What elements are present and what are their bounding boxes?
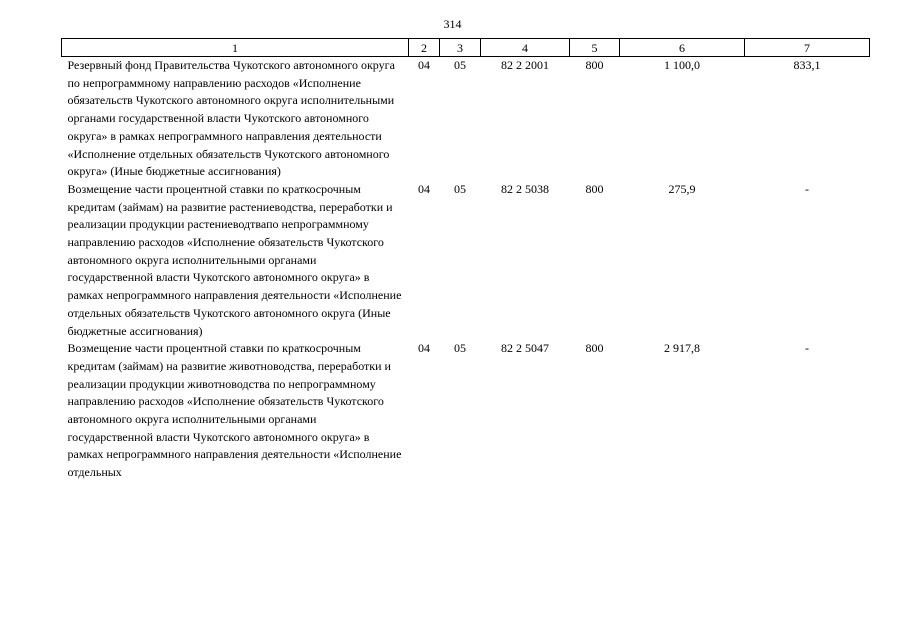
row-expense-type: 800 bbox=[585, 341, 604, 356]
row-amount-col6: 1 100,0 bbox=[664, 58, 700, 72]
row-target-article: 82 2 5038 bbox=[501, 181, 549, 196]
row-target-article: 82 2 2001 bbox=[501, 58, 549, 72]
column-header-7: 7 bbox=[745, 39, 870, 57]
column-number-header-row bbox=[62, 39, 870, 57]
row-section-code: 04 bbox=[418, 58, 430, 72]
row-description: Возмещение части процентной ставки по краткосрочным кредитам (займам) на развитие растениеводства, переработки и реализации продукции растениеводтвапо непрограммному направлению расходов «Исполнение обязательств Чукотского автономного округа исполнительными органами государственной власти Чукотского автономного округа» в рамках непрограммного направления деятельности «Исполнение отдельных обязательств Чукотского автономного округа (Иные бюджетные ассигнования) bbox=[67, 181, 402, 338]
column-header-5: 5 bbox=[570, 39, 620, 57]
row-expense-type: 800 bbox=[585, 181, 604, 196]
row-section-code: 04 bbox=[418, 181, 430, 196]
row-description: Возмещение части процентной ставки по краткосрочным кредитам (займам) на развитие животноводства, переработки и реализации продукции животноводства по непрограммному направлению расходов «Исполнение обязательств Чукотского автономного округа исполнительными органами государственной власти Чукотского автономного округа» в рамках непрограммного направления деятельности «Исполнение отдельных bbox=[67, 341, 402, 480]
row-amount-col7: 833,1 bbox=[793, 58, 821, 72]
row-subsection-code: 05 bbox=[454, 341, 466, 356]
row-subsection-code: 05 bbox=[454, 181, 466, 196]
column-header-4: 4 bbox=[481, 39, 570, 57]
column-header-2: 2 bbox=[409, 39, 440, 57]
table-row bbox=[62, 181, 870, 340]
row-amount-col6: 2 917,8 bbox=[664, 341, 700, 356]
row-description: Резервный фонд Правительства Чукотского автономного округа по непрограммному направлению расходов «Исполнение обязательств Чукотского автономного округа исполнительными органами государственной власти Чукотского автономного округа» в рамках непрограммного направления деятельности «Исполнение отдельных обязательств Чукотского автономного округа» (Иные бюджетные ассигнования) bbox=[67, 58, 395, 179]
column-header-1: 1 bbox=[62, 39, 409, 57]
row-amount-col6: 275,9 bbox=[668, 181, 696, 196]
page-number: 314 bbox=[443, 17, 462, 31]
column-header-3: 3 bbox=[440, 39, 481, 57]
table-row bbox=[62, 340, 870, 482]
row-amount-col7: - bbox=[805, 181, 809, 196]
row-section-code: 04 bbox=[418, 341, 430, 356]
budget-table bbox=[61, 38, 870, 482]
row-target-article: 82 2 5047 bbox=[501, 341, 549, 356]
row-expense-type: 800 bbox=[585, 58, 604, 72]
column-header-6: 6 bbox=[620, 39, 745, 57]
table-row bbox=[62, 57, 870, 181]
row-amount-col7: - bbox=[805, 341, 809, 356]
row-subsection-code: 05 bbox=[454, 58, 466, 72]
